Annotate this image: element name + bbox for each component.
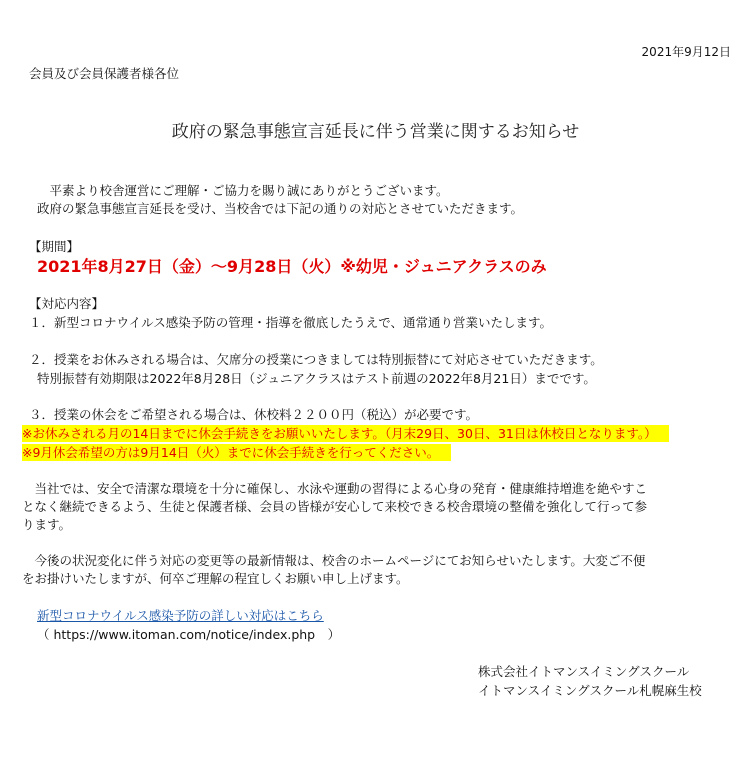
response-item-2-detail: 特別振替有効期限は2022年8月28日（ジュニアクラスはテスト前週の2022年8月21日）までです。 (37, 371, 596, 386)
signature-school: イトマンスイミングスクール札幌麻生校 (478, 683, 702, 698)
response-item-3: ３．授業の休会をご希望される場合は、休校料２２００円（税込）が必要です。 (29, 407, 479, 422)
covid-details-link[interactable]: 新型コロナウイルス感染予防の詳しい対応はこちら (37, 608, 324, 623)
response-label: 【対応内容】 (29, 296, 105, 311)
paragraph-2-line-2: をお掛けいたしますが、何卒ご理解の程宜しくお願い申し上げます。 (22, 571, 409, 586)
covid-details-url: （ https://www.itoman.com/notice/index.php ） (37, 627, 341, 642)
paragraph-1-line-2: となく継続できるよう、生徒と保護者様、会員の皆様が安心して来校できる校舎環境の整備を強化して行って参 (22, 499, 648, 514)
signature-company: 株式会社イトマンスイミングスクール (478, 664, 690, 679)
period-value: 2021年8月27日（金）〜9月28日（火）※幼児・ジュニアクラスのみ (37, 257, 547, 276)
paragraph-2-line-1: 今後の状況変化に伴う対応の変更等の最新情報は、校舎のホームページにてお知らせいたします。大変ご不便 (22, 553, 646, 568)
highlight-note-1-text: ※お休みされる月の14日までに休会手続きをお願いいたします。（月末29日、30日、31日は休校日となります。） (22, 425, 669, 442)
notice-title: 政府の緊急事態宣言延長に伴う営業に関するお知らせ (171, 122, 580, 142)
recipient-line: 会員及び会員保護者様各位 (29, 66, 180, 81)
highlight-note-2-text: ※9月休会希望の方は9月14日（火）までに休会手続きを行ってください。 (22, 444, 451, 461)
intro-line-1: 平素より校舎運営にご理解・ご協力を賜り誠にありがとうございます。 (37, 183, 449, 198)
highlight-note-2 (22, 443, 451, 461)
paragraph-1-line-3: ります。 (22, 517, 72, 532)
document-date: 2021年9月12日 (641, 45, 731, 59)
response-item-1: １．新型コロナウイルス感染予防の管理・指導を徹底したうえで、通常通り営業いたします。 (29, 315, 553, 330)
intro-line-2: 政府の緊急事態宣言延長を受け、当校舎では下記の通りの対応とさせていただきます。 (37, 201, 524, 216)
response-item-2: ２．授業をお休みされる場合は、欠席分の授業につきましては特別振替にて対応させていただきます。 (29, 352, 603, 367)
paragraph-1-line-1: 当社では、安全で清潔な環境を十分に確保し、水泳や運動の習得による心身の発育・健康維持増進を絶やすこ (22, 481, 648, 496)
period-label: 【期間】 (29, 239, 80, 254)
highlight-note-1 (22, 424, 669, 442)
